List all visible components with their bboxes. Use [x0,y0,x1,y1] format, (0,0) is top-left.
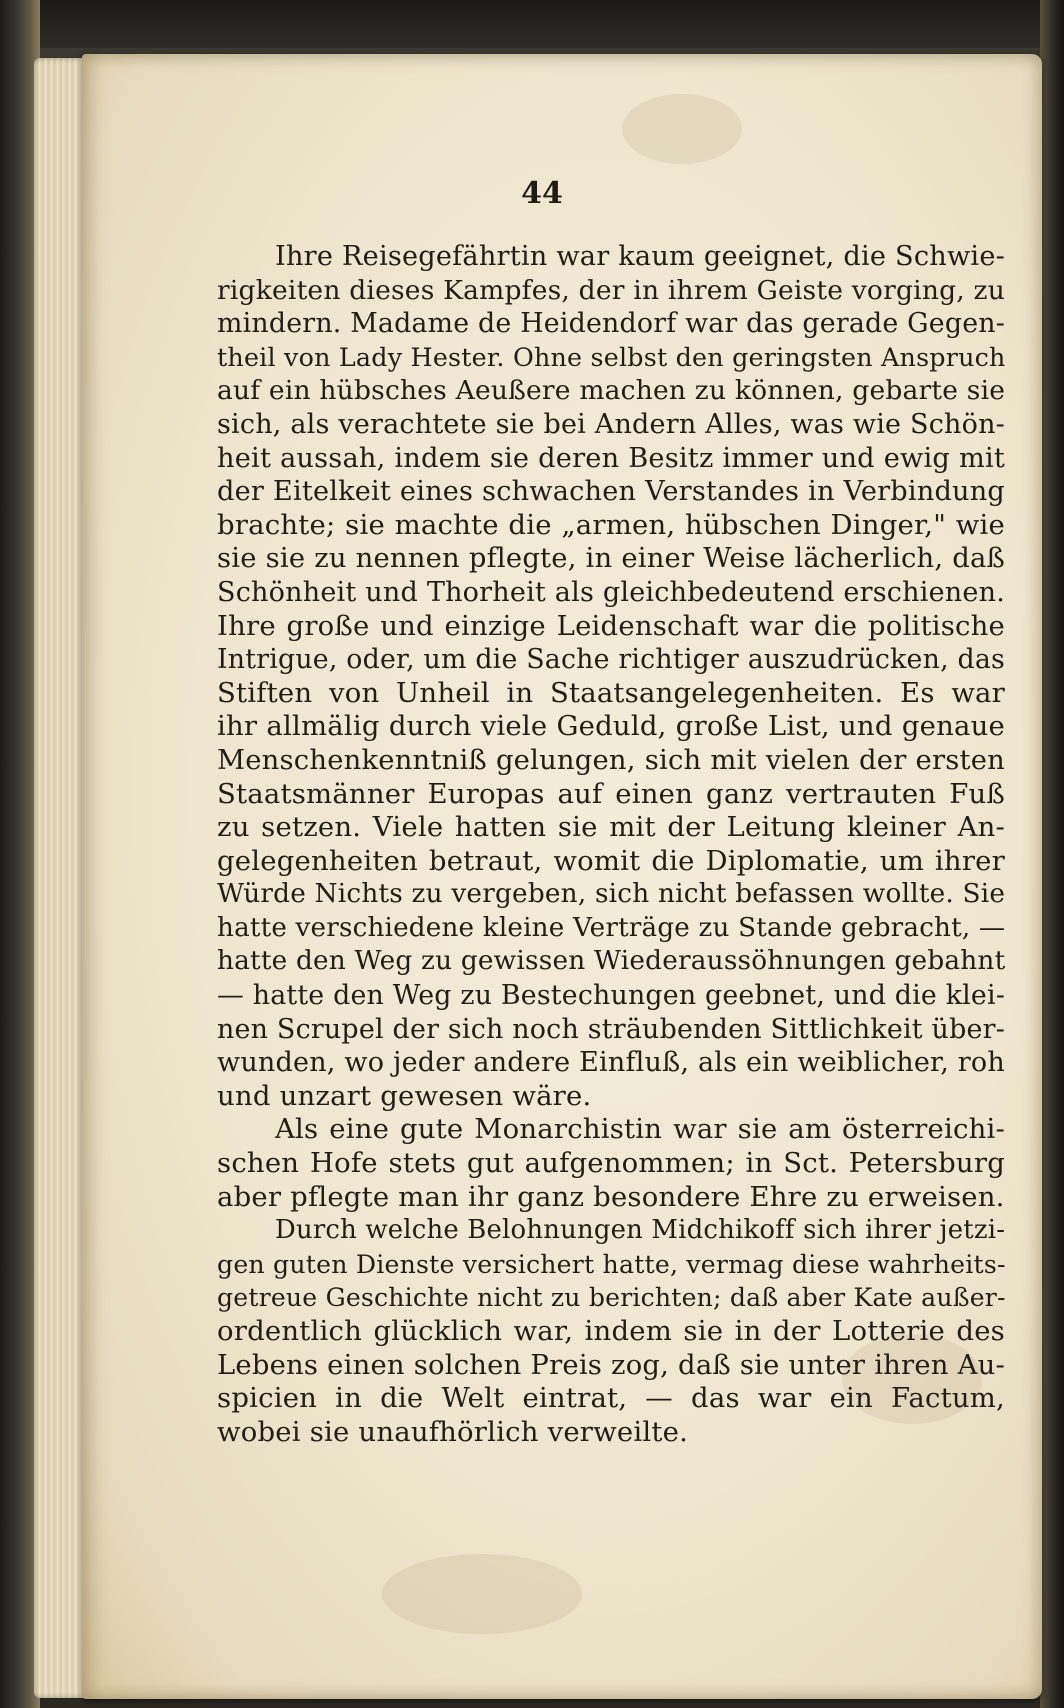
text-line: mindern. Madame de Heidendorf war das gerade Gegen- [217,308,1006,340]
text-line: Durch welche Belohnungen Midchikoff sich ihrer jetzi- [275,1215,1006,1246]
text-line: Staatsmänner Europas auf einen ganz vertrauten Fuß [217,777,1005,810]
text-line: zu setzen. Viele hatten sie mit der Leitung kleiner An- [217,811,1005,844]
text-line: Lebens einen solchen Preis zog, daß sie unter ihren Au- [217,1349,1005,1381]
text-line: ordentlich glücklich war, indem sie in der Lotterie des [217,1315,1005,1347]
text-line: rigkeiten dieses Kampfes, der in ihrem Geiste vorging, zu [217,274,1005,306]
text-line: theil von Lady Hester. Ohne selbst den geringsten Anspruch [217,341,1006,372]
book-page [82,54,1042,1699]
scan-background-top [0,0,1064,48]
text-line: spicien in die Welt eintrat, — das war ein Factum, [217,1382,1005,1415]
text-line: Würde Nichts zu vergeben, sich nicht befassen wollte. Sie [217,879,1006,910]
text-line: schen Hofe stets gut aufgenommen; in Sct. Petersburg [217,1147,1005,1180]
text-line: getreue Geschichte nicht zu berichten; daß aber Kate außer- [217,1283,1006,1313]
text-line: brachte; sie machte die „armen, hübschen Dinger," wie [217,508,1005,541]
text-line: der Eitelkeit eines schwachen Verstandes in Verbindung [217,476,1005,508]
text-line: wobei sie unaufhörlich verweilte. [217,1415,689,1448]
text-line: Schönheit und Thorheit als gleichbedeutend erschienen. [217,576,1005,608]
text-line: hatte verschiedene kleine Verträge zu Stande gebracht, — [217,912,1006,943]
text-line: auf ein hübsches Aeußere machen zu können, gebarte sie [217,375,1006,407]
text-line: Ihre Reisegefährtin war kaum geeignet, die Schwie- [275,241,1005,272]
text-line: sie sie zu nennen pflegte, in einer Weise lächerlich, daß [217,543,1005,575]
text-line: nen Scrupel der sich noch sträubenden Sittlichkeit über- [217,1013,1005,1045]
text-line: sich, als verachtete sie bei Andern Alles, was wie Schön- [217,408,1005,440]
body-text [217,240,1005,1449]
text-line: gelegenheiten betraut, womit die Diplomatie, um ihrer [217,844,1005,877]
text-line: aber pflegte man ihr ganz besondere Ehre zu erweisen. [217,1180,1005,1213]
text-line: gen guten Dienste versichert hatte, vermag diese wahrheits- [217,1249,1006,1279]
text-line: — hatte den Weg zu Bestechungen geebnet, und die klei- [217,980,1005,1012]
text-line: Menschenkenntniß gelungen, sich mit vielen der ersten [217,744,1005,776]
scan-background-right [1040,0,1064,1708]
text-line: Als eine gute Monarchistin war sie am österreichi- [275,1113,1005,1146]
text-line: hatte den Weg zu gewissen Wiederaussöhnungen gebahnt [217,946,1006,977]
text-line: und unzart gewesen wäre. [217,1079,592,1112]
text-line: heit aussah, indem sie deren Besitz immer und ewig mit [217,442,1005,474]
text-line: Intrigue, oder, um die Sache richtiger auszudrücken, das [217,644,1005,676]
text-line: ihr allmälig durch viele Geduld, große List, und genaue [217,710,1005,743]
text-line: wunden, wo jeder andere Einfluß, als ein weiblicher, roh [217,1047,1005,1079]
text-line: Ihre große und einzige Leidenschaft war die politische [217,609,1005,642]
page-number: 44 [521,176,563,211]
text-line: Stiften von Unheil in Staatsangelegenheiten. Es war [217,676,1005,709]
